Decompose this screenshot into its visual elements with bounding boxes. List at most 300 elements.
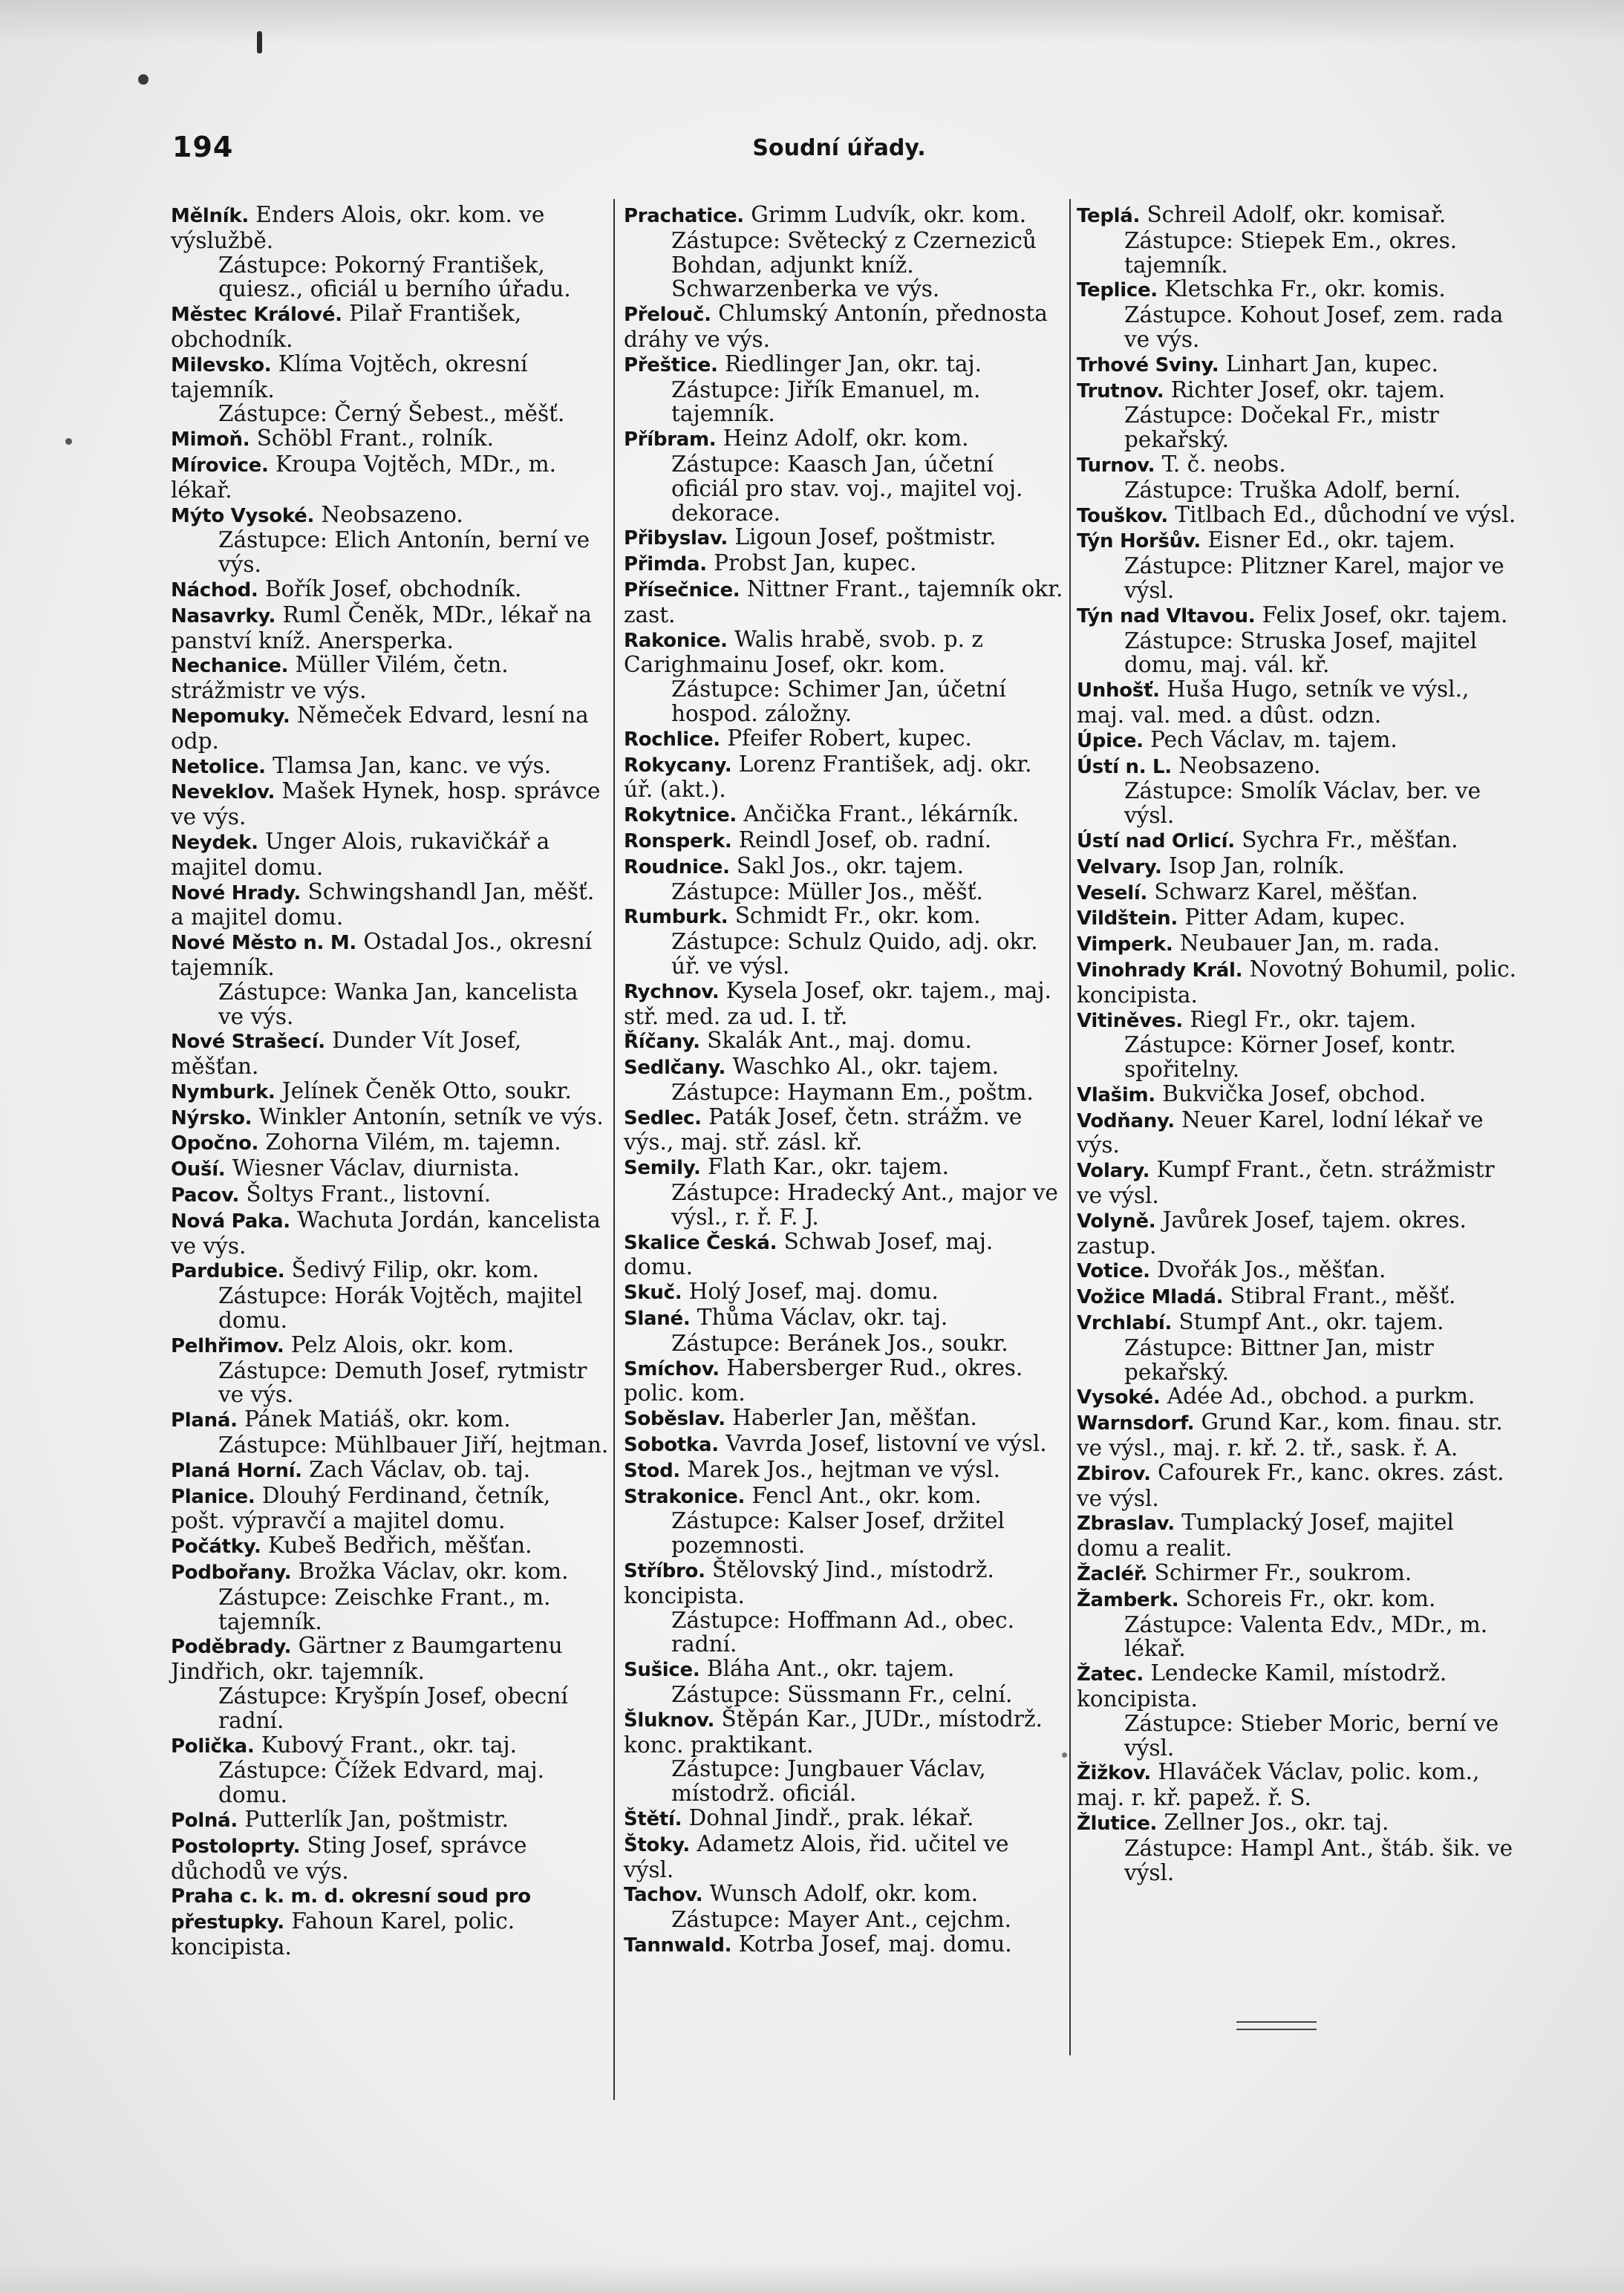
entry-main-line: [171, 1407, 609, 1433]
court-entry: [171, 1533, 609, 1559]
court-person-detail: Schwarz Karel, měšťan.: [1147, 878, 1418, 904]
court-entry: [171, 1079, 609, 1105]
court-person-detail: Tlamsa Jan, kanc. ve výs.: [265, 752, 552, 778]
entry-main-line: [624, 1054, 1066, 1080]
court-person-detail: Tumplacký Josef, majitel domu a realit.: [1077, 1510, 1454, 1562]
court-person-detail: Bukvička Josef, obchod.: [1155, 1080, 1426, 1106]
court-entry: [624, 301, 1066, 352]
entry-main-line: [624, 1230, 1066, 1280]
entry-main-line: [624, 525, 1066, 551]
entry-main-line: [1077, 1258, 1519, 1284]
court-place-name: Volary.: [1077, 1160, 1150, 1183]
court-place-name: Turnov.: [1077, 454, 1155, 477]
deputy-line: Zástupce: Demuth Josef, rytmistr ve výs.: [218, 1357, 587, 1408]
deputy-line: Zástupce: Bittner Jan, mistr pekařský.: [1124, 1334, 1434, 1385]
entry-main-line: [624, 627, 1066, 678]
court-entry: [171, 1407, 609, 1458]
court-place-name: Zbraslav.: [1077, 1513, 1175, 1536]
entry-main-line: [171, 829, 609, 880]
court-person-detail: Stumpf Ant., okr. tajem.: [1172, 1309, 1444, 1335]
deputy-line: Zástupce: Haymann Em., poštm.: [671, 1079, 1034, 1105]
court-entry: [171, 452, 609, 503]
court-place-name: Postoloprty.: [171, 1835, 301, 1858]
court-person-detail: Riegl Fr., okr. tajem.: [1183, 1006, 1417, 1032]
court-place-name: Říčany.: [624, 1031, 700, 1054]
deputy-line: Zástupce: Jiřík Emanuel, m. tajemník.: [671, 376, 981, 427]
court-place-name: Ronsperk.: [624, 829, 732, 852]
court-place-name: Pelhřimov.: [171, 1334, 284, 1357]
entry-main-line: [624, 426, 1066, 452]
court-place-name: Polička.: [171, 1735, 255, 1758]
court-place-name: Ústí nad Orlicí.: [1077, 829, 1235, 852]
court-entry: [1077, 1810, 1519, 1885]
entry-main-line: [171, 1258, 609, 1284]
deputy-line: Zástupce: Plitzner Karel, major ve výsl.: [1124, 553, 1504, 603]
court-person-detail: Adametz Alois, řid. učitel ve výsl.: [624, 1830, 1009, 1882]
page-number: 194: [172, 131, 234, 163]
entry-main-line: [1077, 957, 1519, 1008]
court-place-name: Štoky.: [624, 1833, 690, 1856]
entry-main-line: [1077, 1810, 1519, 1836]
court-place-name: Nýrsko.: [171, 1106, 252, 1129]
court-place-name: Přimda.: [624, 553, 707, 576]
deputy-line: Zástupce: Schimer Jan, účetní hospod. záložny.: [671, 676, 1006, 726]
court-entry: [1077, 828, 1519, 854]
court-place-name: Vožice Mladá.: [1077, 1286, 1224, 1309]
court-entry: [1077, 931, 1519, 957]
court-place-name: Vysoké.: [1077, 1386, 1161, 1409]
court-entry: [624, 1155, 1066, 1229]
court-place-name: Touškov.: [1077, 504, 1168, 527]
court-person-detail: Neuer Karel, lodní lékař ve výs.: [1077, 1106, 1484, 1158]
court-place-name: Vinohrady Král.: [1077, 959, 1243, 982]
court-place-name: Milevsko.: [171, 353, 272, 376]
deputy-line: Zástupce: Světecký z Czerneziců Bohdan, adjunkt kníž. Schwarzenberka ve výs.: [671, 227, 1037, 302]
court-person-detail: Zohorna Vilém, m. tajemn.: [258, 1129, 561, 1155]
deputy-line: Zástupce: Horák Vojtěch, majitel domu.: [218, 1283, 583, 1334]
entry-main-line: [171, 1208, 609, 1259]
entry-main-line: [1077, 1510, 1519, 1561]
court-entry: [171, 301, 609, 352]
court-place-name: Žacléř.: [1077, 1563, 1148, 1586]
court-person-detail: Bořík Josef, obchodník.: [258, 575, 522, 601]
entry-main-line: [1077, 1384, 1519, 1410]
court-entry: [1077, 1661, 1519, 1760]
court-person-detail: Linhart Jan, kupec.: [1219, 350, 1438, 376]
court-entry: [1077, 1082, 1519, 1108]
court-place-name: Šluknov.: [624, 1709, 715, 1732]
court-entry: [624, 979, 1066, 1029]
court-person-detail: Neobsazeno.: [1171, 752, 1321, 778]
court-place-name: Votice.: [1077, 1260, 1150, 1283]
court-entry: [624, 1832, 1066, 1882]
court-entry: [624, 1432, 1066, 1458]
court-person-detail: Waschko Al., okr. tajem.: [725, 1054, 999, 1080]
entry-main-line: [171, 452, 609, 503]
court-person-detail: Kubový Frant., okr. taj.: [254, 1732, 517, 1758]
court-place-name: Přelouč.: [624, 304, 711, 327]
court-person-detail: Zellner Jos., okr. taj.: [1157, 1810, 1389, 1835]
court-place-name: Vimperk.: [1077, 933, 1173, 956]
court-person-detail: Kotrba Josef, maj. domu.: [731, 1931, 1012, 1957]
court-place-name: Strakonice.: [624, 1485, 746, 1508]
court-entry: [1077, 603, 1519, 677]
court-place-name: Netolice.: [171, 755, 266, 778]
entry-main-line: [1077, 1410, 1519, 1461]
court-person-detail: Javůrek Josef, tajem. okres. zastup.: [1077, 1207, 1467, 1259]
court-person-detail: Lendecke Kamil, místodrž. koncipista.: [1077, 1660, 1447, 1712]
court-entry: [1077, 728, 1519, 754]
court-place-name: Tachov.: [624, 1884, 703, 1907]
entry-main-line: [171, 1458, 609, 1484]
court-person-detail: Gärtner z Baumgartenu Jindřich, okr. tajemník.: [171, 1633, 563, 1685]
deputy-line: Zástupce: Struska Josef, majitel domu, maj. vál. kř.: [1124, 627, 1478, 678]
entry-main-line: [1077, 528, 1519, 554]
court-entry: [1077, 452, 1519, 503]
court-entry: [624, 1707, 1066, 1806]
running-head: Soudní úřady.: [752, 135, 926, 161]
court-entry: [171, 1156, 609, 1182]
court-person-detail: Chlumský Antonín, přednosta dráhy ve výs.: [624, 301, 1048, 352]
court-place-name: Vitiněves.: [1077, 1009, 1183, 1032]
court-entry: [1077, 1384, 1519, 1410]
deputy-line: Zástupce: Hradecký Ant., major ve výsl., r. ř. F. J.: [671, 1180, 1058, 1230]
court-person-detail: Pilař František, obchodník.: [171, 301, 522, 352]
court-person-detail: Nittner Frant., tajemník okr. zast.: [624, 575, 1063, 627]
entry-main-line: [1077, 1008, 1519, 1034]
court-place-name: Městec Králové.: [171, 304, 342, 327]
court-entry: [1077, 378, 1519, 452]
court-person-detail: Pelz Alois, okr. kom.: [284, 1331, 515, 1357]
court-entry: [624, 1054, 1066, 1105]
deputy-line: Zástupce. Kohout Josef, zem. rada ve výs.: [1124, 302, 1504, 352]
scan-shadow-bottom: [0, 2263, 1624, 2293]
deputy-line: Zástupce: Schulz Quido, adj. okr. úř. ve výsl.: [671, 929, 1038, 979]
deputy-line: Zástupce: Černý Šebest., měšť.: [218, 401, 565, 427]
deputy-line: Zástupce: Müller Jos., měšť.: [671, 878, 983, 904]
entry-main-line: [624, 1806, 1066, 1832]
court-place-name: Warnsdorf.: [1077, 1412, 1195, 1435]
court-person-detail: Putterlík Jan, poštmistr.: [237, 1807, 509, 1832]
court-entry: [1077, 1461, 1519, 1511]
court-person-detail: Dohnal Jindř., prak. lékař.: [682, 1805, 974, 1830]
court-person-detail: Němeček Edvard, lesní na odp.: [171, 702, 589, 754]
entry-main-line: [1077, 880, 1519, 906]
court-person-detail: Schwingshandl Jan, měšť. a majitel domu.: [171, 878, 595, 930]
court-entry: [624, 203, 1066, 301]
court-place-name: Teplá.: [1077, 205, 1141, 227]
court-entry: [624, 1028, 1066, 1054]
court-person-detail: Vavrda Josef, listovní ve výsl.: [718, 1431, 1047, 1457]
court-entry: [624, 854, 1066, 904]
court-entry: [171, 653, 609, 703]
court-entry: [624, 551, 1066, 577]
court-entry: [1077, 1008, 1519, 1082]
entry-main-line: [624, 1305, 1066, 1331]
court-place-name: Mimoň.: [171, 428, 250, 451]
court-entry: [1077, 352, 1519, 378]
entry-main-line: [1077, 677, 1519, 728]
entry-main-line: [171, 352, 609, 402]
court-person-detail: Sting Josef, správce důchodů ve výs.: [171, 1832, 527, 1884]
court-place-name: Rumburk.: [624, 906, 728, 929]
court-entry: [171, 1208, 609, 1259]
entry-main-line: [624, 1279, 1066, 1305]
court-place-name: Nechanice.: [171, 655, 289, 678]
court-person-detail: Heinz Adolf, okr. kom.: [716, 425, 969, 451]
court-person-detail: Šedivý Filip, okr. kom.: [284, 1257, 540, 1283]
court-place-name: Příbram.: [624, 428, 717, 451]
court-person-detail: Titlbach Ed., důchodní ve výsl.: [1167, 501, 1516, 527]
entry-main-line: [624, 802, 1066, 828]
court-person-detail: Neubauer Jan, m. rada.: [1173, 930, 1441, 956]
court-person-detail: Schwab Josef, maj. domu.: [624, 1228, 994, 1280]
court-person-detail: Enders Alois, okr. kom. ve výslužbě.: [171, 202, 545, 253]
court-place-name: Nymburk.: [171, 1080, 275, 1103]
court-entry: [1077, 1258, 1519, 1284]
court-person-detail: Skalák Ant., maj. domu.: [700, 1028, 972, 1054]
court-person-detail: Grimm Ludvík, okr. kom.: [743, 202, 1027, 227]
court-place-name: Planá.: [171, 1409, 238, 1432]
entry-main-line: [1077, 1158, 1519, 1208]
court-place-name: Neydek.: [171, 831, 258, 854]
column-divider: [1069, 199, 1071, 2055]
court-person-detail: Jelínek Čeněk Otto, soukr.: [275, 1077, 572, 1103]
court-entry: [624, 1356, 1066, 1406]
court-place-name: Sušice.: [624, 1659, 700, 1682]
entry-main-line: [171, 1634, 609, 1684]
court-entry: [171, 1484, 609, 1534]
court-person-detail: Müller Vilém, četn. strážmistr ve výs.: [171, 652, 509, 704]
entry-main-line: [624, 551, 1066, 577]
court-entry: [171, 352, 609, 426]
court-entry: [171, 1559, 609, 1634]
court-place-name: Nové Strašecí.: [171, 1031, 325, 1054]
entry-main-line: [1077, 1108, 1519, 1158]
column-divider: [613, 199, 615, 2100]
entry-main-line: [1077, 277, 1519, 303]
court-person-detail: Dvořák Jos., měšťan.: [1149, 1257, 1386, 1283]
court-place-name: Štětí.: [624, 1808, 682, 1830]
court-person-detail: Ruml Čeněk, MDr., lékař na panství kníž. Anersperka.: [171, 601, 592, 653]
entry-main-line: [171, 503, 609, 529]
column-left: [171, 203, 609, 1960]
court-place-name: Vildštein.: [1077, 907, 1178, 930]
court-person-detail: Kubeš Bedřich, měšťan.: [261, 1533, 532, 1559]
court-place-name: Skuč.: [624, 1282, 682, 1305]
court-person-detail: Richter Josef, okr. tajem.: [1164, 376, 1446, 402]
entry-main-line: [1077, 828, 1519, 854]
court-entry: [624, 1230, 1066, 1280]
deputy-line: Zástupce: Jungbauer Václav, místodrž. oficiál.: [671, 1756, 986, 1807]
court-place-name: Přibyslav.: [624, 527, 728, 550]
court-person-detail: Neobsazeno.: [314, 501, 463, 527]
court-entry: [171, 1883, 609, 1959]
deputy-line: Zástupce: Stiepek Em., okres. tajemník.: [1124, 227, 1458, 278]
court-person-detail: Isop Jan, rolník.: [1161, 852, 1345, 878]
court-entry: [624, 1806, 1066, 1832]
scan-shadow-top: [0, 0, 1624, 45]
court-entry: [171, 779, 609, 829]
entry-main-line: [624, 1484, 1066, 1510]
entry-main-line: [1077, 1082, 1519, 1108]
court-place-name: Semily.: [624, 1157, 701, 1180]
court-place-name: Neveklov.: [171, 781, 275, 804]
court-place-name: Prachatice.: [624, 205, 744, 227]
court-place-name: Přeštice.: [624, 353, 718, 376]
entry-main-line: [171, 703, 609, 754]
court-place-name: Rochlice.: [624, 728, 720, 751]
entry-main-line: [171, 577, 609, 603]
court-place-name: Roudnice.: [624, 855, 730, 878]
court-entry: [624, 1305, 1066, 1356]
court-person-detail: Dlouhý Ferdinand, četník, pošt. výpravčí a majitel domu.: [171, 1482, 551, 1534]
court-entry: [1077, 1208, 1519, 1259]
court-entry: [1077, 1158, 1519, 1208]
court-place-name: Pardubice.: [171, 1260, 285, 1283]
court-entry: [624, 577, 1066, 627]
court-place-name: Slané.: [624, 1308, 691, 1331]
court-entry: [171, 577, 609, 603]
entry-main-line: [624, 1458, 1066, 1484]
court-place-name: Žlutice.: [1077, 1813, 1158, 1835]
entry-main-line: [1077, 854, 1519, 880]
court-entry: [1077, 1587, 1519, 1661]
court-entry: [171, 1333, 609, 1407]
scan-speck: [138, 74, 149, 85]
court-place-name: Trutnov.: [1077, 379, 1164, 402]
court-entry: [624, 1279, 1066, 1305]
entry-main-line: [1077, 203, 1519, 229]
court-person-detail: Štělovský Jind., místodrž. koncipista.: [624, 1557, 994, 1608]
court-entry: [624, 1657, 1066, 1707]
entry-main-line: [624, 979, 1066, 1029]
deputy-line: Zástupce: Pokorný František, quiesz., oficiál u berního úřadu.: [218, 252, 571, 302]
deputy-line: Zástupce: Čížek Edvard, maj. domu.: [218, 1758, 545, 1808]
court-entry: [1077, 957, 1519, 1008]
deputy-line: Zástupce: Valenta Edv., MDr., m. lékař.: [1124, 1611, 1488, 1662]
scan-speck: [257, 31, 262, 53]
court-place-name: Volyně.: [1077, 1210, 1156, 1233]
court-place-name: Ouší.: [171, 1158, 226, 1181]
court-place-name: Žatec.: [1077, 1663, 1144, 1686]
column-middle: [624, 203, 1066, 1958]
court-entry: [171, 203, 609, 301]
court-person-detail: Fahoun Karel, polic. koncipista.: [171, 1908, 515, 1960]
entry-main-line: [1077, 452, 1519, 478]
entry-main-line: [171, 1559, 609, 1585]
court-person-detail: Flath Kar., okr. tajem.: [700, 1154, 949, 1180]
entry-main-line: [624, 1882, 1066, 1908]
entry-main-line: [171, 1156, 609, 1182]
court-place-name: Praha c. k. m. d. okresní soud pro přestupky.: [171, 1885, 531, 1934]
court-place-name: Teplice.: [1077, 279, 1158, 302]
court-entry: [1077, 880, 1519, 906]
entry-main-line: [1077, 503, 1519, 529]
entry-main-line: [624, 752, 1066, 803]
court-place-name: Nové Hrady.: [171, 881, 301, 904]
entry-main-line: [624, 828, 1066, 854]
court-person-detail: Stibral Frant., měšť.: [1223, 1283, 1456, 1309]
court-entry: [171, 829, 609, 880]
court-person-detail: Reindl Josef, ob. radní.: [731, 826, 992, 852]
court-person-detail: Hlaváček Václav, polic. kom., maj. r. kř. papež. ř. S.: [1077, 1759, 1480, 1811]
deputy-line: Zástupce: Zeischke Frant., m. tajemník.: [218, 1584, 551, 1634]
court-place-name: Soběslav.: [624, 1408, 725, 1431]
entry-main-line: [1077, 1461, 1519, 1511]
entry-main-line: [624, 1406, 1066, 1432]
court-entry: [171, 754, 609, 780]
entry-main-line: [1077, 1587, 1519, 1613]
court-entry: [1077, 1510, 1519, 1561]
entry-main-line: [171, 1733, 609, 1759]
court-entry: [1077, 1310, 1519, 1384]
court-person-detail: Štěpán Kar., JUDr., místodrž. konc. praktikant.: [624, 1706, 1043, 1758]
court-entry: [624, 627, 1066, 726]
court-place-name: Sobotka.: [624, 1434, 719, 1457]
deputy-line: Zástupce: Hoffmann Ad., obec. radní.: [671, 1607, 1014, 1657]
entry-main-line: [624, 1155, 1066, 1181]
court-person-detail: Ančička Frant., lékárník.: [736, 801, 1020, 827]
court-entry: [624, 1105, 1066, 1155]
entry-main-line: [1077, 1208, 1519, 1259]
entry-main-line: [171, 653, 609, 703]
deputy-line: Zástupce: Elich Antonín, berní ve výs.: [218, 527, 590, 578]
deputy-line: Zástupce: Körner Josef, kontr. spořitelny.: [1124, 1032, 1456, 1083]
court-place-name: Skalice Česká.: [624, 1231, 777, 1254]
court-place-name: Vodňany.: [1077, 1109, 1175, 1132]
court-person-detail: Kletschka Fr., okr. komis.: [1157, 276, 1446, 302]
court-entry: [1077, 203, 1519, 277]
court-place-name: Podbořany.: [171, 1562, 292, 1585]
court-place-name: Unhošť.: [1077, 679, 1160, 702]
court-person-detail: Lorenz František, adj. okr. úř. (akt.).: [624, 751, 1032, 803]
court-entry: [1077, 1760, 1519, 1810]
court-place-name: Žamberk.: [1077, 1588, 1179, 1611]
court-entry: [171, 880, 609, 930]
court-person-detail: Holý Josef, maj. domu.: [682, 1279, 939, 1305]
court-person-detail: Sychra Fr., měšťan.: [1234, 826, 1458, 852]
entry-main-line: [624, 577, 1066, 627]
court-entry: [171, 1733, 609, 1807]
court-place-name: Stod.: [624, 1459, 681, 1482]
deputy-line: Zástupce: Mayer Ant., cejchm.: [671, 1907, 1011, 1933]
court-person-detail: Sakl Jos., okr. tajem.: [729, 852, 965, 878]
entry-main-line: [171, 1484, 609, 1534]
court-person-detail: Schirmer Fr., soukrom.: [1147, 1560, 1412, 1586]
court-person-detail: Probst Jan, kupec.: [706, 550, 917, 576]
entry-main-line: [171, 1028, 609, 1079]
court-entry: [171, 1807, 609, 1833]
court-entry: [1077, 677, 1519, 728]
deputy-line: Zástupce: Kaasch Jan, účetní oficiál pro stav. voj., majitel voj. dekorace.: [671, 451, 1023, 526]
entry-main-line: [1077, 931, 1519, 957]
court-entry: [624, 828, 1066, 854]
entry-main-line: [1077, 905, 1519, 931]
court-entry: [624, 1558, 1066, 1657]
court-place-name: Týn Horšův.: [1077, 530, 1201, 553]
court-person-detail: Pfeifer Robert, kupec.: [720, 725, 972, 751]
court-entry: [171, 1105, 609, 1131]
deputy-line: Zástupce: Beránek Jos., soukr.: [671, 1330, 1008, 1356]
entry-main-line: [171, 1079, 609, 1105]
court-place-name: Týn nad Vltavou.: [1077, 604, 1256, 627]
court-place-name: Počátky.: [171, 1536, 261, 1559]
court-place-name: Veselí.: [1077, 881, 1148, 904]
court-place-name: Tannwald.: [624, 1934, 732, 1957]
entry-main-line: [624, 1356, 1066, 1406]
court-person-detail: Eisner Ed., okr. tajem.: [1201, 527, 1455, 553]
